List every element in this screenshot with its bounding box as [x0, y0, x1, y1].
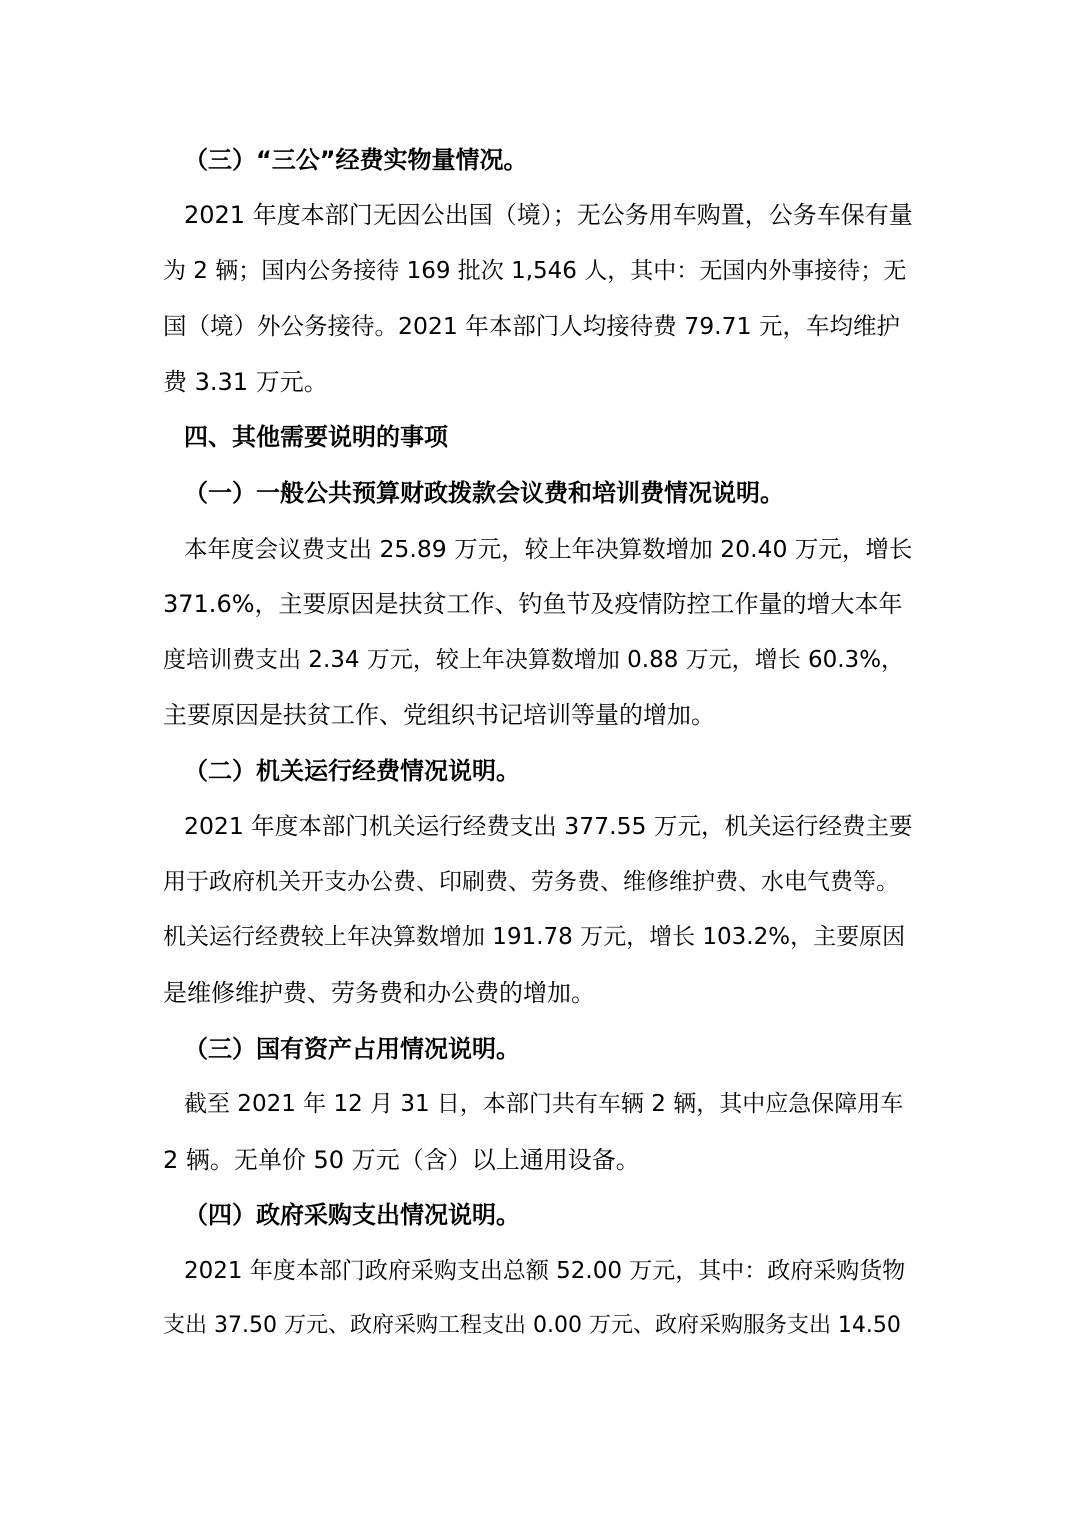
paragraph-line: 用于政府机关开支办公费、印刷费、劳务费、维修维护费、水电气费等。 — [163, 869, 899, 895]
paragraph-line: 2021 年度本部门政府采购支出总额 52.00 万元，其中：政府采购货物 — [184, 1258, 906, 1284]
paragraph-line: 371.6%，主要原因是扶贫工作、钓鱼节及疫情防控工作量的增大本年 — [163, 590, 903, 618]
paragraph-line: 费 3.31 万元。 — [163, 368, 328, 396]
paragraph-line: 2 辆。无单价 50 万元（含）以上通用设备。 — [163, 1146, 640, 1174]
paragraph-line: 截至 2021 年 12 月 31 日，本部门共有车辆 2 辆，其中应急保障用车 — [184, 1091, 904, 1117]
part-heading-other-matters: 四、其他需要说明的事项 — [184, 423, 448, 451]
paragraph-line: 为 2 辆；国内公务接待 169 批次 1,546 人，其中：无国内外事接待；无 — [163, 258, 907, 284]
paragraph-line: 度培训费支出 2.34 万元，较上年决算数增加 0.88 万元，增长 60.3%， — [163, 647, 905, 673]
paragraph-line: 机关运行经费较上年决算数增加 191.78 万元，增长 103.2%，主要原因 — [163, 924, 906, 950]
paragraph-line: 2021 年度本部门无因公出国（境）；无公务用车购置，公务车保有量 — [184, 201, 913, 229]
subsection-heading-state-assets: （三）国有资产占用情况说明。 — [184, 1035, 520, 1063]
section-heading-three-public-physical: （三）“三公”经费实物量情况。 — [184, 146, 528, 174]
paragraph-line: 支出 37.50 万元、政府采购工程支出 0.00 万元、政府采购服务支出 14.50 — [163, 1313, 901, 1338]
paragraph-line: 主要原因是扶贫工作、党组织书记培训等量的增加。 — [163, 701, 715, 729]
subsection-heading-procurement: （四）政府采购支出情况说明。 — [184, 1201, 520, 1229]
subsection-heading-operating-expenses: （二）机关运行经费情况说明。 — [184, 757, 520, 785]
paragraph-line: 国（境）外公务接待。2021 年本部门人均接待费 79.71 元，车均维护 — [163, 312, 900, 340]
paragraph-line: 本年度会议费支出 25.89 万元，较上年决算数增加 20.40 万元，增长 — [184, 535, 913, 563]
paragraph-line: 是维修维护费、劳务费和办公费的增加。 — [163, 979, 595, 1007]
subsection-heading-meeting-training: （一）一般公共预算财政拨款会议费和培训费情况说明。 — [184, 479, 784, 507]
paragraph-line: 2021 年度本部门机关运行经费支出 377.55 万元，机关运行经费主要 — [184, 812, 913, 840]
